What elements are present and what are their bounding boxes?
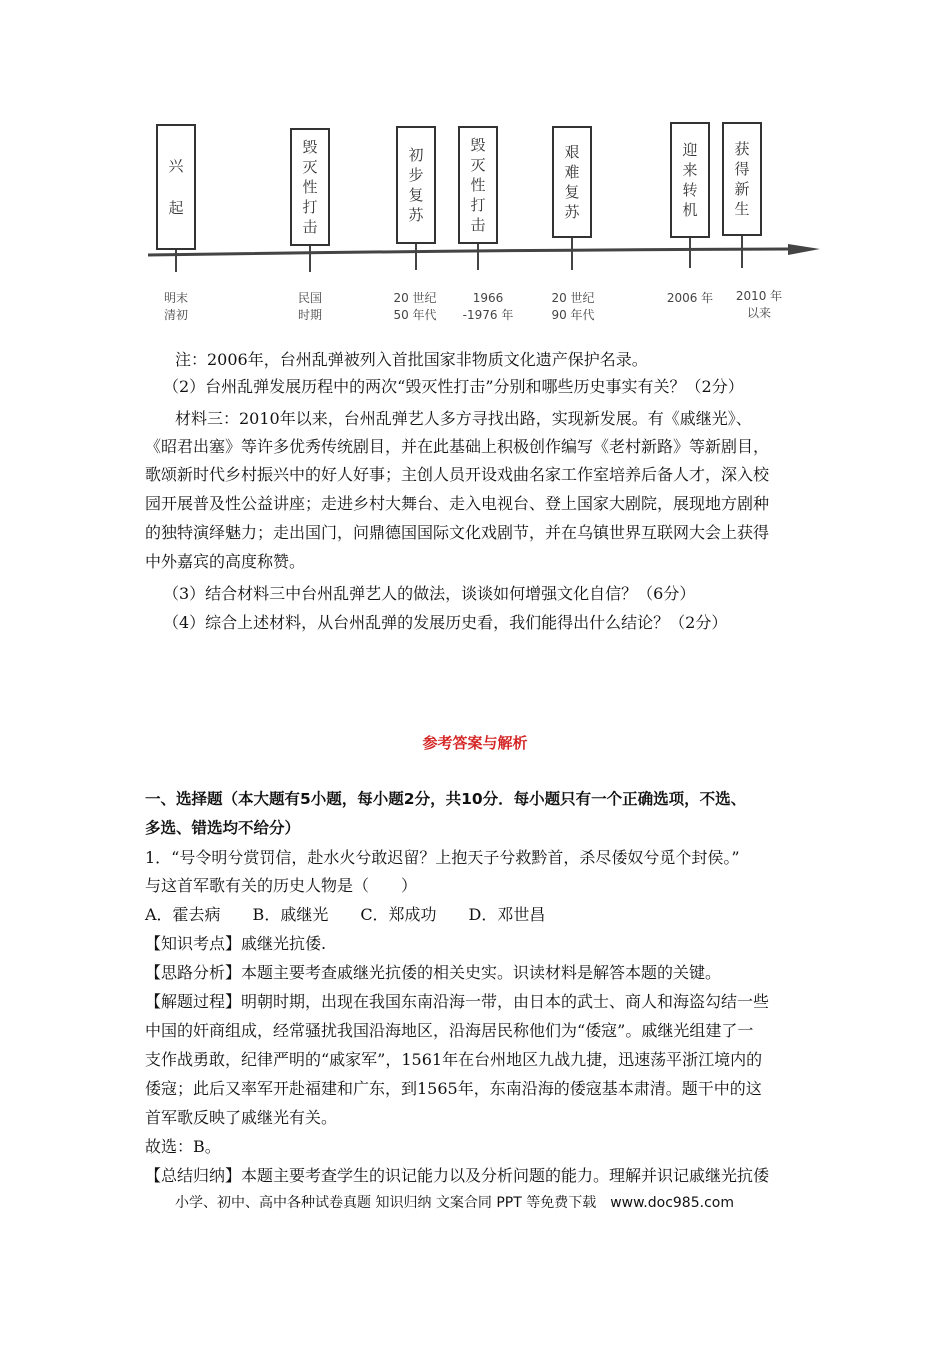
answer-title: 参考答案与解析 (422, 734, 528, 752)
timeline-axis (148, 244, 820, 262)
question-2: （2）台州乱弹发展历程中的两次“毁灭性打击”分别和哪些历史事实有关？（2分） (163, 377, 744, 396)
timeline-label-3: 20 世纪 50 年代 (393, 291, 437, 322)
material-3-line-2: 《昭君出塞》等许多优秀传统剧目，并在此基础上积极创作编写《老村新路》等新剧目， (145, 437, 770, 456)
material-3-line-1: 材料三：2010年以来，台州乱弹艺人多方寻找出路，实现新发展。有《戚继光》、 (175, 409, 752, 428)
section-heading-line-2: 多选、错选均不给分） (145, 819, 301, 837)
timeline-stick-4 (477, 244, 479, 270)
q1-knowledge-point: 【知识考点】戚继光抗倭. (145, 934, 327, 953)
question-3: （3）结合材料三中台州乱弹艺人的做法，谈谈如何增强文化自信？（6分） (163, 584, 696, 603)
material-3-line-6: 中外嘉宾的高度称赞。 (145, 552, 306, 571)
timeline-box-5: 艰 难 复 苏 (552, 126, 592, 238)
q1-solution-line-3: 支作战勇敢，纪律严明的“戚家军”，1561年在台州地区九战九捷，迅速荡平浙江境内的 (145, 1050, 763, 1069)
timeline-label-5: 20 世纪 90 年代 (551, 291, 595, 322)
q1-solution-line-2: 中国的奸商组成，经常骚扰我国沿海地区，沿海居民称他们为“倭寇”。戚继光组建了一 (145, 1021, 754, 1040)
material-3-line-5: 的独特演绎魅力；走出国门，问鼎德国国际文化戏剧节，并在乌镇世界互联网大会上获得 (145, 523, 770, 542)
q1-analysis: 【思路分析】本题主要考查戚继光抗倭的相关史实。识读材料是解答本题的关键。 (145, 963, 722, 982)
q1-line-1: 1．“号令明兮赏罚信，赴水火兮敢迟留？上抱天子兮救黔首，杀尽倭奴兮觅个封侯。” (145, 848, 740, 867)
timeline-box-4: 毁 灭 性 打 击 (458, 126, 498, 244)
q1-line-2: 与这首军歌有关的历史人物是（ ） (145, 876, 418, 895)
timeline-box-6: 迎 来 转 机 (670, 122, 710, 238)
timeline-stick-7 (741, 236, 743, 268)
timeline-box-7: 获 得 新 生 (722, 122, 762, 236)
timeline-stick-3 (415, 244, 417, 270)
timeline-figure (140, 118, 840, 338)
timeline-stick-5 (571, 238, 573, 270)
timeline-label-4: 1966 -1976 年 (462, 291, 514, 322)
q1-solution-line-4: 倭寇；此后又率军开赴福建和广东，到1565年，东南沿海的倭寇基本肃清。题干中的这 (145, 1079, 762, 1098)
q1-summary: 【总结归纳】本题主要考查学生的识记能力以及分析问题的能力。理解并识记戚继光抗倭 (145, 1166, 770, 1185)
timeline-label-7: 2010 年 以来 (735, 289, 783, 320)
timeline-stick-1 (175, 250, 177, 272)
note-line: 注：2006年，台州乱弹被列入首批国家非物质文化遗产保护名录。 (175, 350, 648, 369)
timeline-stick-2 (309, 246, 311, 272)
timeline-box-3: 初 步 复 苏 (396, 126, 436, 244)
q1-solution-line-5: 首军歌反映了戚继光有关。 (145, 1108, 338, 1127)
question-4: （4）综合上述材料，从台州乱弹的发展历史看，我们能得出什么结论？（2分） (163, 613, 728, 632)
timeline-label-6: 2006 年 (666, 291, 714, 305)
timeline-label-2: 民国 时期 (297, 291, 322, 322)
timeline-box-2: 毁 灭 性 打 击 (290, 128, 330, 246)
q1-options: A．霍去病 B．戚继光 C．郑成功 D．邓世昌 (145, 905, 546, 924)
material-3-line-4: 园开展普及性公益讲座；走进乡村大舞台、走入电视台、登上国家大剧院，展现地方剧种 (145, 494, 770, 513)
timeline-box-1: 兴 起 (156, 124, 196, 250)
timeline-label-1: 明末 清初 (163, 291, 188, 322)
q1-answer: 故选：B。 (145, 1137, 221, 1156)
q1-solution-line-1: 【解题过程】明朝时期，出现在我国东南沿海一带，由日本的武士、商人和海盗勾结一些 (145, 992, 770, 1011)
section-heading-line-1: 一、选择题（本大题有5小题，每小题2分，共10分．每小题只有一个正确选项，不选、 (145, 790, 747, 808)
timeline-stick-6 (689, 238, 691, 268)
material-3-line-3: 歌颂新时代乡村振兴中的好人好事；主创人员开设戏曲名家工作室培养后备人才，深入校 (145, 465, 770, 484)
footer-link[interactable]: 小学、初中、高中各种试卷真题 知识归纳 文案合同 PPT 等免费下载 www.doc985.com (175, 1195, 734, 1211)
